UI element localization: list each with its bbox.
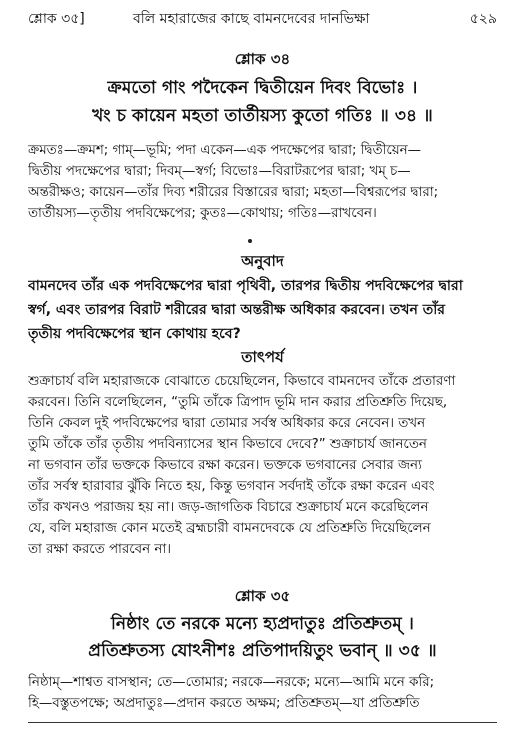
purport-line: তুমি তাঁকে তাঁর তৃতীয় পদবিন্যাসের স্থান কিভাবে দেবে?” শুক্রাচার্য জানতেন <box>28 437 427 452</box>
synonyms-34-line: ক্রমতঃ—ক্রমশ; গাম্—ভূমি; পদা একেন—এক পদক্ষেপের দ্বারা; দ্বিতীয়েন— <box>28 143 422 158</box>
purport-line: তাঁর সর্বস্ব হারাবার ঝুঁকি নিতে হয়, কিন্তু ভগবান সর্বদাই তাঁকে রক্ষা করেন এবং <box>28 479 435 494</box>
verse-35-heading: শ্লোক ৩৫ <box>234 587 291 605</box>
verse-35-line-1: নিষ্ঠাং তে নরকে মন্যে হ্যপ্রদাতুঃ প্রতিশ্রুতম্ । <box>111 614 414 634</box>
purport-heading: তাৎপর্য <box>241 348 284 366</box>
footer-rule <box>28 722 497 723</box>
purport-line: তাঁর কখনও পরাজয় হয় না। জড়-জাগতিক বিচারে শুক্রাচার্য মনে করেছিলেন <box>28 500 429 515</box>
verse-34-line-2: খং চ কায়েন মহতা তার্তীয়স্য কুতো গতিঃ ॥ ৩৪ ॥ <box>92 106 433 126</box>
verse-35-line-2: প্রতিশ্রুতস্য যোঽনীশঃ প্রতিপাদয়িতুং ভবান্ ॥ ৩৫ ॥ <box>88 641 437 661</box>
translation-line: স্বর্গ, এবং তারপর বিরাট শরীরের দ্বারা অন্তরীক্ষ অধিকার করবেন। তখন তাঁর <box>28 302 445 318</box>
header-chapter-title: বলি মহারাজের কাছে বামনদেবের দানভিক্ষা <box>133 11 370 27</box>
synonyms-35 <box>28 672 498 714</box>
purport-line: শুক্রাচার্য বলি মহারাজকে বোঝাতে চেয়েছিলেন, কিভাবে বামনদেব তাঁকে প্রতারণা <box>28 374 456 389</box>
running-header <box>28 8 497 30</box>
purport-text <box>28 371 498 560</box>
header-verse-ref: শ্লোক ৩৫] <box>28 11 85 27</box>
synonyms-34-line: অন্তরীক্ষও; কায়েন—তাঁর দিব্য শরীরের বিস্তারের দ্বারা; মহতা—বিশ্বরূপের দ্বারা; <box>28 185 439 200</box>
synonyms-34 <box>28 140 498 224</box>
verse-34-heading: শ্লোক ৩৪ <box>234 50 291 68</box>
verse-34-line-1: ক্রমতো গাং পদৈকেন দ্বিতীয়েন দিবং বিভোঃ । <box>107 78 418 98</box>
purport-line: করবেন। তিনি বলেছিলেন, “তুমি তাঁকে ত্রিপাদ ভূমি দান করার প্রতিশ্রুতি দিয়েছ, <box>28 395 448 410</box>
translation-text <box>28 274 498 346</box>
purport-line: তা রক্ষা করতে পারবেন না। <box>28 542 172 557</box>
translation-line: বামনদেব তাঁর এক পদবিক্ষেপের দ্বারা পৃথিবী, তারপর দ্বিতীয় পদবিক্ষেপের দ্বারা <box>28 278 463 294</box>
purport-line: তিনি কেবল দুই পদবিক্ষেপের দ্বারা তোমার সর্বস্ব অধিকার করে নেবেন। তখন <box>28 416 426 431</box>
purport-line: যে, বলি মহারাজ কোন মতেই ব্রহ্মচারী বামনদেবকে যে প্রতিশ্রুতি দিয়েছিলেন <box>28 521 431 536</box>
synonyms-34-line: তার্তীয়স্য—তৃতীয় পদবিক্ষেপের; কুতঃ—কোথায়; গতিঃ—রাখবেন। <box>28 206 377 221</box>
purport-line: না ভগবান তাঁর ভক্তকে কিভাবে রক্ষা করেন। ভক্তকে ভগবানের সেবার জন্য <box>28 458 422 473</box>
page-number: ৫২৯ <box>469 11 497 27</box>
translation-line: তৃতীয় পদবিক্ষেপের স্থান কোথায় হবে? <box>28 326 241 342</box>
translation-heading: অনুবাদ <box>241 252 284 270</box>
ornament-dot <box>248 239 252 243</box>
synonyms-35-line: হি—বস্তুতপক্ষে; অপ্রদাতুঃ—প্রদান করতে অক্ষম; প্রতিশ্রুতম্—যা প্রতিশ্রুতি <box>28 696 420 711</box>
synonyms-34-line: দ্বিতীয় পদক্ষেপের দ্বারা; দিবম্—স্বর্গ; বিভোঃ—বিরাটরূপের দ্বারা; খম্ চ— <box>28 164 411 179</box>
synonyms-35-line: নিষ্ঠাম্—শাশ্বত বাসস্থান; তে—তোমার; নরকে—নরকে; মন্যে—আমি মনে করি; <box>28 675 435 690</box>
